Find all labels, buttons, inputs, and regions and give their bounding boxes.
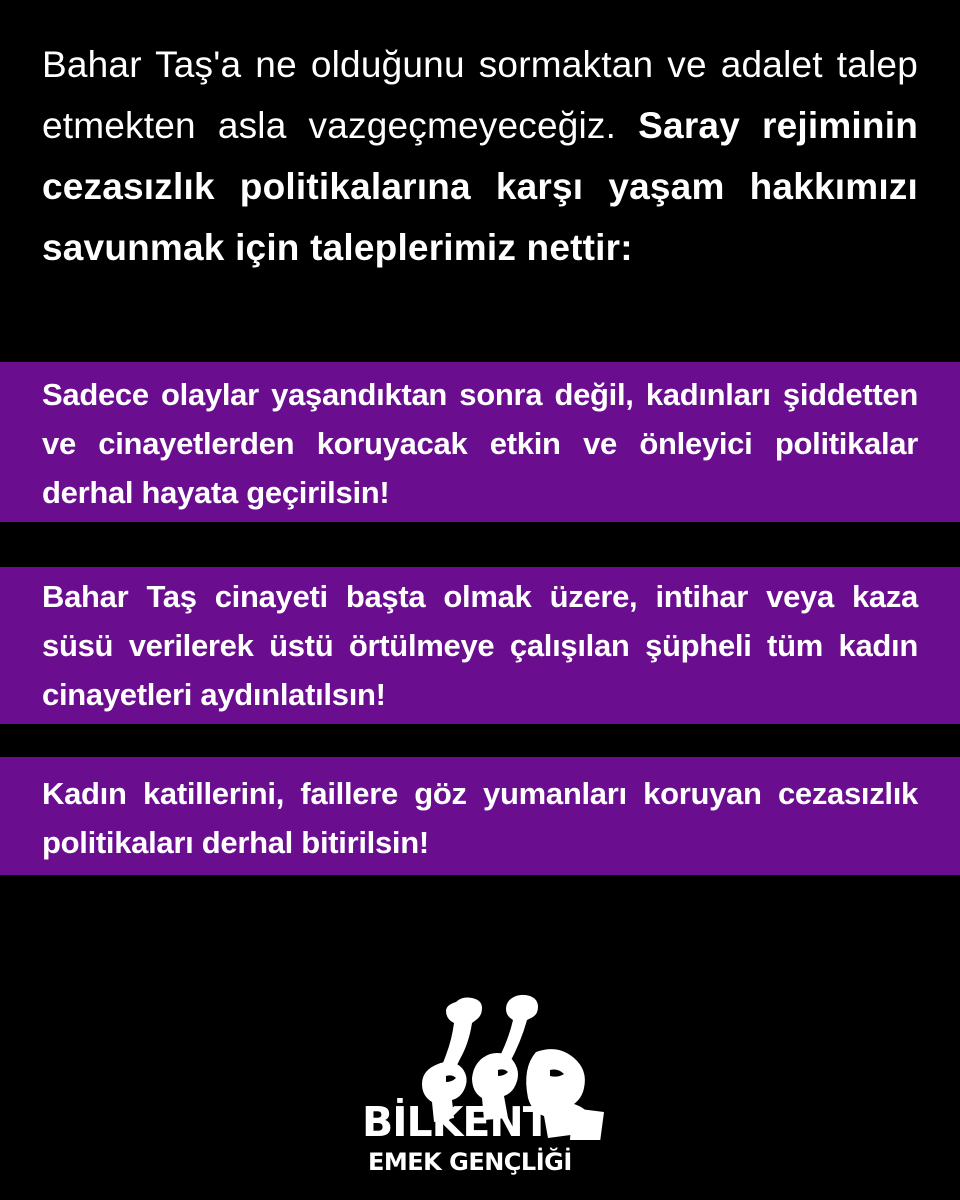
intro-light-text: Bahar Taş'a ne olduğunu sormaktan ve adalet talep etmekten asla vazgeçmeyeceğiz. — [42, 44, 918, 146]
intro-paragraph — [42, 34, 918, 278]
logo-subtitle: EMEK GENÇLİĞİ — [368, 1148, 572, 1176]
intro-bold-text: Saray rejiminin cezasızlık politikalarına karşı yaşam hakkımızı savunmak için taleplerimiz nettir: — [42, 105, 918, 268]
bilkent-emek-gencligi-logo — [360, 990, 610, 1185]
demand-band-3 — [0, 757, 960, 875]
demand-band-2 — [0, 567, 960, 724]
logo-title: BİLKENT — [362, 1098, 550, 1146]
demand-text-1: Sadece olaylar yaşandıktan sonra değil, kadınları şiddetten ve cinayetlerden koruyacak etkin ve önleyici politikalar derhal hayata geçirilsin! — [42, 377, 918, 510]
demand-text-3: Kadın katillerini, faillere göz yumanları koruyan cezasızlık politikaları derhal bitirilsin! — [42, 776, 918, 860]
demand-band-1 — [0, 362, 960, 522]
demand-text-2: Bahar Taş cinayeti başta olmak üzere, intihar veya kaza süsü verilerek üstü örtülmeye çalışılan şüpheli tüm kadın cinayetleri aydınlatılsın! — [42, 579, 918, 712]
